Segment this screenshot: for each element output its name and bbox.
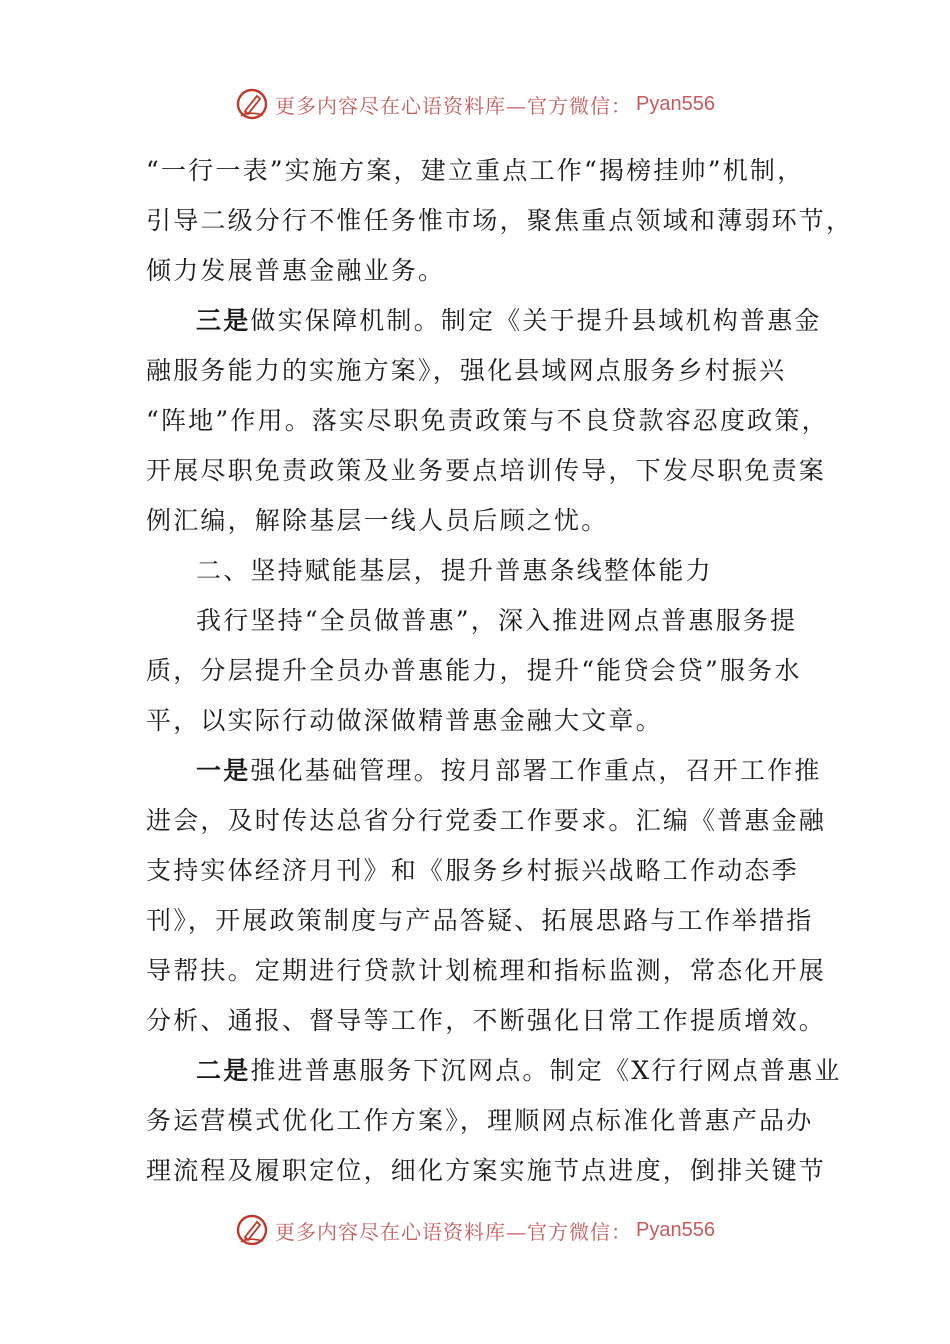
text-line: 引导二级分行不惟任务惟市场，聚焦重点领域和薄弱环节， (146, 206, 854, 235)
pen-logo-icon (235, 1213, 269, 1247)
text-line: 刊》，开展政策制度与产品答疑、拓展思路与工作举措指 (146, 906, 814, 935)
pen-logo-icon (235, 87, 269, 121)
text-line: 例汇编，解除基层一线人员后顾之忧。 (146, 506, 609, 535)
text-line: 支持实体经济月刊》和《服务乡村振兴战略工作动态季 (146, 856, 799, 885)
text-line: 平，以实际行动做深做精普惠金融大文章。 (146, 706, 663, 735)
paragraph-lead: 二是 (196, 1056, 251, 1085)
text-line: “阵地”作用。落实尽职免责政策与不良贷款容忍度政策， (146, 406, 829, 435)
watermark-text: 更多内容尽在心语资料库—官方微信： (275, 1219, 633, 1244)
section-heading: 二、坚持赋能基层，提升普惠条线整体能力 (196, 556, 713, 585)
watermark-wechat-id: Pyan556 (636, 1218, 715, 1241)
document-body (146, 146, 854, 1196)
text-line: 分析、通报、督导等工作，不断强化日常工作提质增效。 (146, 1006, 827, 1035)
paragraph-heading-line: 三是做实保障机制。制定《关于提升县域机构普惠金 (196, 306, 822, 335)
text-line: 进会，及时传达总省分行党委工作要求。汇编《普惠金融 (146, 806, 827, 835)
paragraph-lead: 三是 (196, 306, 251, 335)
text-line: 务运营模式优化工作方案》，理顺网点标准化普惠产品办 (146, 1106, 814, 1135)
paragraph-heading-line: 一是强化基础管理。按月部署工作重点，召开工作推 (196, 756, 822, 785)
text-line: “一行一表”实施方案，建立重点工作“揭榜挂帅”机制， (146, 156, 805, 185)
text-line: 我行坚持“全员做普惠”，深入推进网点普惠服务提 (196, 606, 798, 635)
text-line: 理流程及履职定位，细化方案实施节点进度，倒排关键节 (146, 1156, 827, 1185)
text-line: 导帮扶。定期进行贷款计划梳理和指标监测，常态化开展 (146, 956, 827, 985)
watermark-wechat-id: Pyan556 (636, 92, 715, 115)
watermark-header (0, 84, 950, 124)
text-line: 开展尽职免责政策及业务要点培训传导，下发尽职免责案 (146, 456, 827, 485)
paragraph-heading-line: 二是推进普惠服务下沉网点。制定《X行行网点普惠业 (196, 1056, 842, 1085)
watermark-footer (0, 1210, 950, 1250)
watermark-text: 更多内容尽在心语资料库—官方微信： (275, 93, 633, 118)
text-line: 倾力发展普惠金融业务。 (146, 256, 446, 285)
text-line: 质，分层提升全员办普惠能力，提升“能贷会贷”服务水 (146, 656, 802, 685)
paragraph-lead: 一是 (196, 756, 251, 785)
text-line: 融服务能力的实施方案》，强化县域网点服务乡村振兴 (146, 356, 787, 385)
